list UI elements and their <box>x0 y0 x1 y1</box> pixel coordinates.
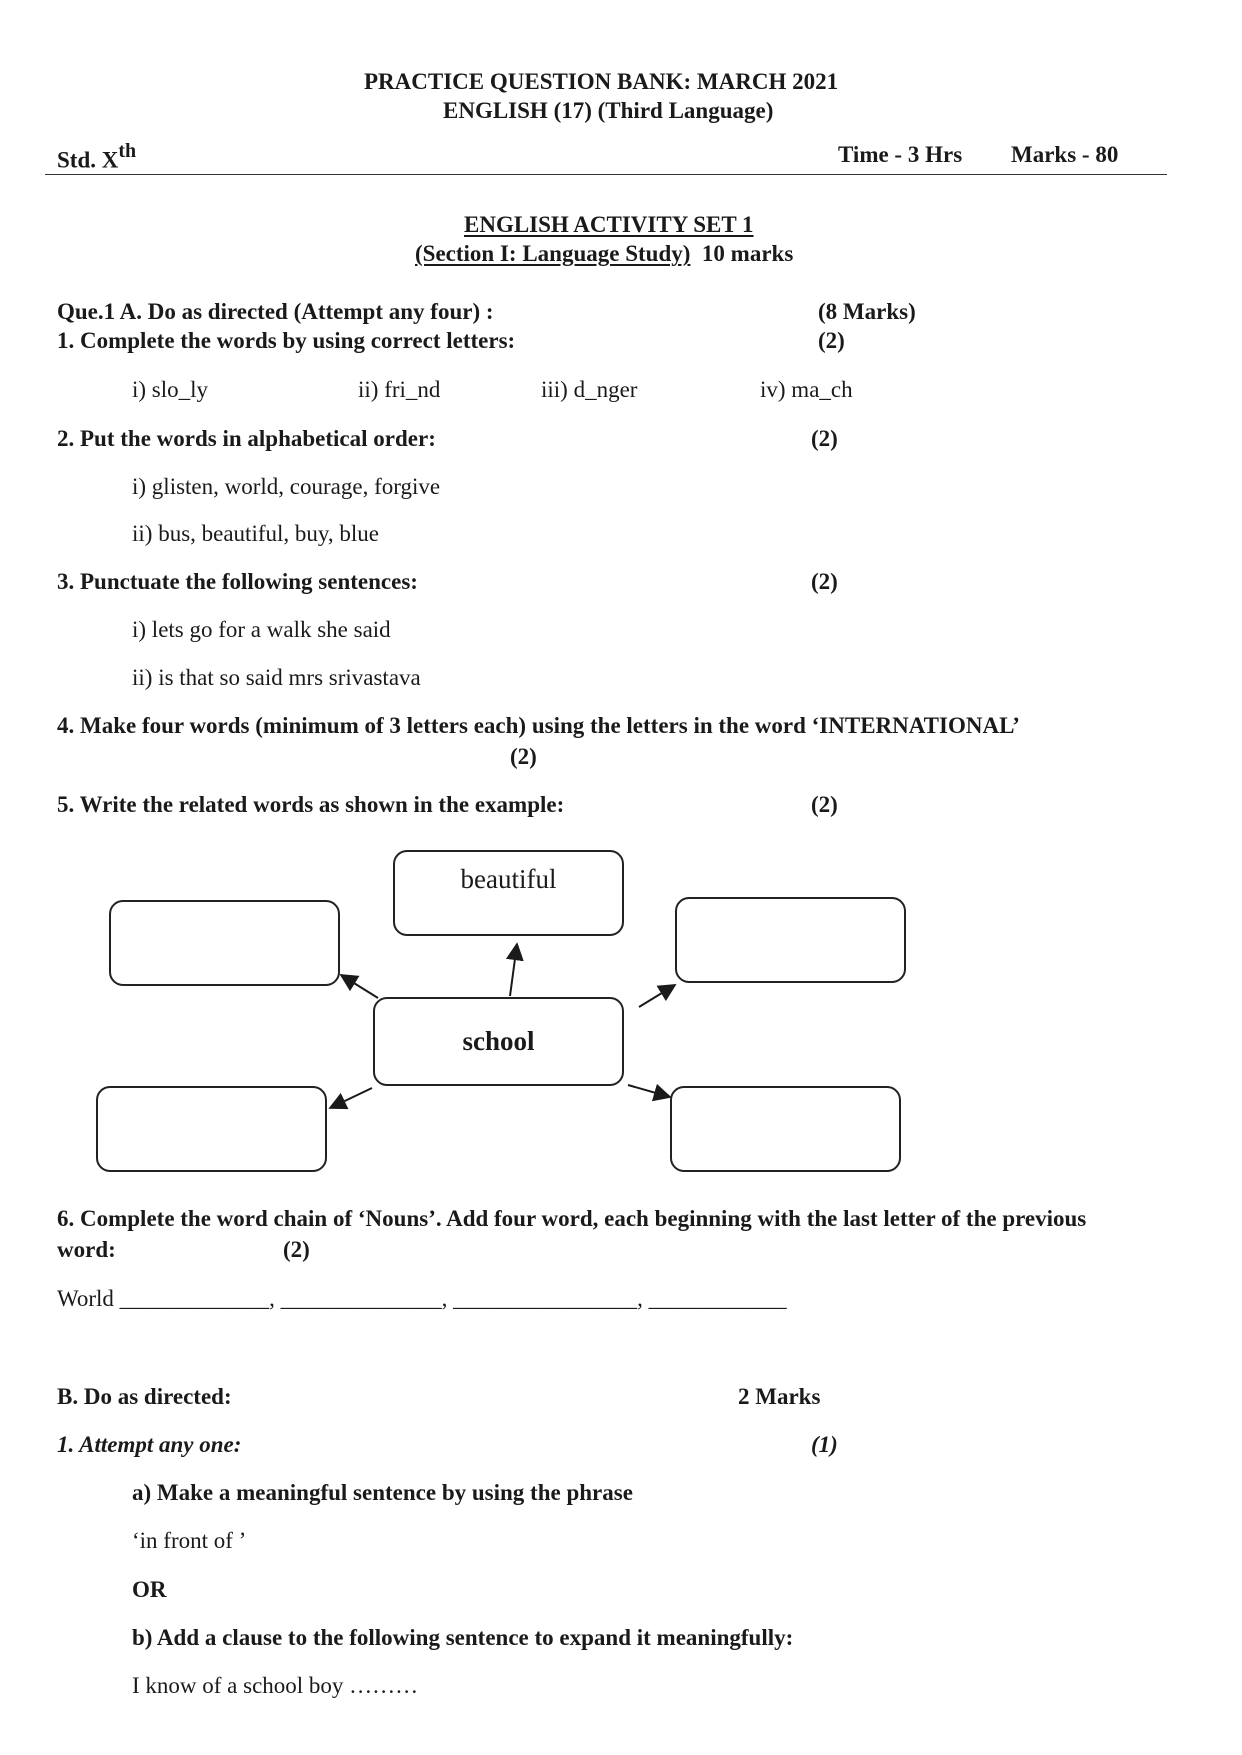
q1b-q1-marks: (1) <box>811 1432 838 1457</box>
q1a-marks: (8 Marks) <box>818 299 916 324</box>
center-word: school <box>462 1026 535 1056</box>
std-label: Std. Xth <box>57 140 137 173</box>
word-chain-line[interactable]: World _____________, ______________, ________________, ____________ <box>57 1286 787 1311</box>
q3-item: ii) is that so said mrs srivastava <box>132 665 421 690</box>
arrow-up <box>510 944 517 996</box>
q5-marks: (2) <box>811 792 838 817</box>
arrow-top-left <box>341 975 378 998</box>
q1b-option-a: a) Make a meaningful sentence by using the phrase <box>132 1480 633 1505</box>
q1b-option-b: b) Add a clause to the following sentence to expand it meaningfully: <box>132 1625 794 1650</box>
q1-item: iv) ma_ch <box>760 377 853 402</box>
set-title: ENGLISH ACTIVITY SET 1 <box>464 212 754 237</box>
arrow-bottom-right <box>628 1085 670 1097</box>
q1b-heading: B. Do as directed: <box>57 1384 232 1409</box>
paper-title: PRACTICE QUESTION BANK: MARCH 2021 <box>364 69 839 94</box>
q3-item: i) lets go for a walk she said <box>132 617 391 642</box>
q5-text: 5. Write the related words as shown in the example: <box>57 792 565 817</box>
q1b-sentence: I know of a school boy ……… <box>132 1673 419 1698</box>
q3-marks: (2) <box>811 569 838 594</box>
q1-text: 1. Complete the words by using correct letters: <box>57 328 516 353</box>
q6-text-line2: word: <box>57 1237 116 1262</box>
q1-item: i) slo_ly <box>132 377 209 402</box>
q1-item: iii) d_nger <box>541 377 638 402</box>
q1b-phrase: ‘in front of ’ <box>132 1528 247 1553</box>
std-superscript: th <box>118 140 137 162</box>
q2-item: ii) bus, beautiful, buy, blue <box>132 521 379 546</box>
q1b-q1-text: 1. Attempt any one: <box>57 1432 242 1457</box>
q1b-or: OR <box>132 1577 167 1602</box>
q6-text-line1: 6. Complete the word chain of ‘Nouns’. Add four word, each beginning with the last letter of the previous <box>57 1206 1087 1231</box>
q1b-marks: 2 Marks <box>738 1384 821 1409</box>
q2-marks: (2) <box>811 426 838 451</box>
section-name: (Section I: Language Study) <box>415 241 691 266</box>
section-marks: 10 marks <box>701 241 794 266</box>
marks-label: Marks - 80 <box>1011 142 1119 167</box>
q4-marks: (2) <box>510 744 537 769</box>
paper-subject: ENGLISH (17) (Third Language) <box>443 98 774 123</box>
time-label: Time - 3 Hrs <box>838 142 963 167</box>
q6-marks: (2) <box>283 1237 310 1262</box>
q2-item: i) glisten, world, courage, forgive <box>132 474 441 499</box>
arrow-bottom-left <box>330 1088 372 1108</box>
q1a-heading: Que.1 A. Do as directed (Attempt any four) : <box>57 299 494 324</box>
example-word: beautiful <box>460 864 557 894</box>
q1-item: ii) fri_nd <box>358 377 441 402</box>
arrow-top-right <box>639 985 675 1007</box>
q3-text: 3. Punctuate the following sentences: <box>57 569 418 594</box>
q2-text: 2. Put the words in alphabetical order: <box>57 426 436 451</box>
q4-text: 4. Make four words (minimum of 3 letters each) using the letters in the word ‘INTERNATIONAL’ <box>57 713 1020 738</box>
q1-marks: (2) <box>818 328 845 353</box>
